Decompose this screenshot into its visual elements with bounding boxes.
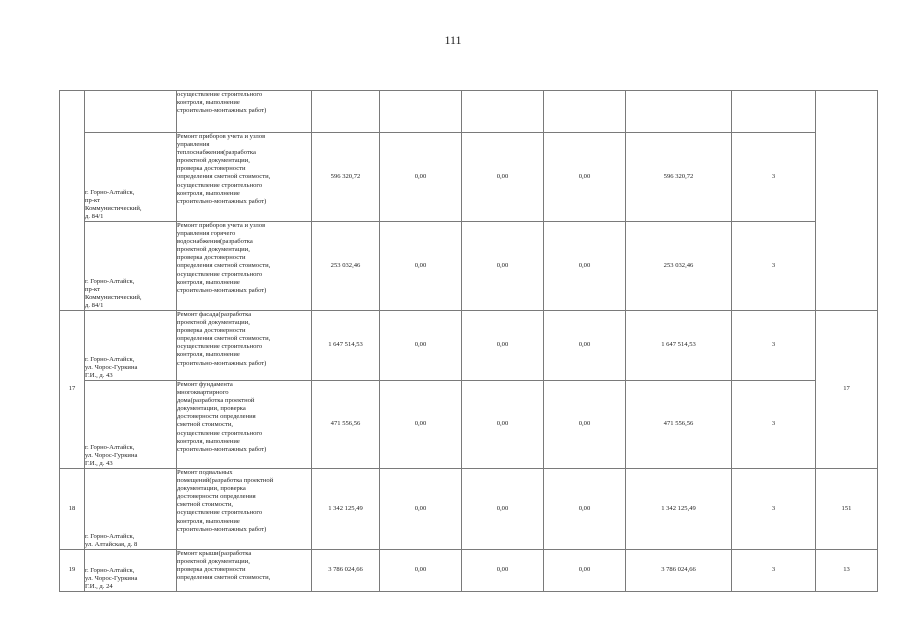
value-cell: 0,00 [462, 550, 544, 592]
total-cell: 151 [816, 469, 878, 550]
address-cell: г. Горно-Алтайск, ул. Чорос-Гуркина Г.И., д. 43 [85, 381, 177, 469]
group-number-cell: 17 [60, 311, 85, 469]
value-cell: 0,00 [462, 133, 544, 222]
table-row [60, 469, 878, 550]
value-cell [462, 91, 544, 133]
address-cell: г. Горно-Алтайск, пр-кт Коммунистический, д. 84/1 [85, 222, 177, 311]
total-cell: 17 [816, 311, 878, 469]
value-cell: 1 647 514,53 [312, 311, 380, 381]
value-cell: 1 647 514,53 [626, 311, 732, 381]
term-cell: 3 [732, 311, 816, 381]
total-cell: 13 [816, 550, 878, 592]
term-cell: 3 [732, 381, 816, 469]
term-cell: 3 [732, 133, 816, 222]
value-cell [626, 91, 732, 133]
value-cell: 0,00 [462, 469, 544, 550]
total-cell [816, 91, 878, 311]
table-row [60, 550, 878, 592]
value-cell: 0,00 [544, 550, 626, 592]
value-cell: 0,00 [380, 222, 462, 311]
term-cell: 3 [732, 222, 816, 311]
value-cell: 596 320,72 [312, 133, 380, 222]
value-cell: 1 342 125,49 [626, 469, 732, 550]
value-cell: 0,00 [544, 469, 626, 550]
value-cell: 3 786 024,66 [312, 550, 380, 592]
value-cell: 0,00 [462, 222, 544, 311]
table-row [60, 381, 878, 469]
work-description-cell: Ремонт крыши(разработка проектной документации, проверка достоверности определения сметной стоимости, [177, 550, 312, 592]
term-cell: 3 [732, 469, 816, 550]
value-cell: 0,00 [380, 469, 462, 550]
term-cell: 3 [732, 550, 816, 592]
group-number-cell [60, 91, 85, 311]
table-row [60, 222, 878, 311]
table-row [60, 311, 878, 381]
value-cell: 253 032,46 [626, 222, 732, 311]
work-description-cell: Ремонт подвальных помещений(разработка проектной документации, проверка достоверности определения сметной стоимости, осуществление строительного контроля, выполнение строительно-монтажных работ) [177, 469, 312, 550]
value-cell: 0,00 [380, 133, 462, 222]
address-cell: г. Горно-Алтайск, ул. Чорос-Гуркина Г.И., д. 24 [85, 550, 177, 592]
value-cell: 0,00 [544, 311, 626, 381]
value-cell: 3 786 024,66 [626, 550, 732, 592]
address-cell [85, 91, 177, 133]
value-cell: 0,00 [380, 311, 462, 381]
value-cell [312, 91, 380, 133]
value-cell [380, 91, 462, 133]
value-cell: 253 032,46 [312, 222, 380, 311]
value-cell: 0,00 [462, 311, 544, 381]
table-row [60, 133, 878, 222]
table-row [60, 91, 878, 133]
value-cell [544, 91, 626, 133]
group-number-cell: 19 [60, 550, 85, 592]
value-cell: 0,00 [380, 550, 462, 592]
term-cell [732, 91, 816, 133]
address-cell: г. Горно-Алтайск, ул. Чорос-Гуркина Г.И., д. 43 [85, 311, 177, 381]
value-cell: 471 556,56 [626, 381, 732, 469]
value-cell: 1 342 125,49 [312, 469, 380, 550]
work-description-cell: осуществление строительного контроля, выполнение строительно-монтажных работ) [177, 91, 312, 133]
value-cell: 0,00 [380, 381, 462, 469]
address-cell: г. Горно-Алтайск, пр-кт Коммунистический, д. 84/1 [85, 133, 177, 222]
group-number-cell: 18 [60, 469, 85, 550]
address-cell: г. Горно-Алтайск, ул. Алтайская, д. 8 [85, 469, 177, 550]
work-description-cell: Ремонт приборов учета и узлов управления теплоснабжения(разработка проектной документации, проверка достоверности определения сметной стоимости, осуществление строительного контроля, выполнение строительно-монтажных работ) [177, 133, 312, 222]
work-plan-table [59, 90, 878, 592]
work-description-cell: Ремонт фундамента многоквартирного дома(разработка проектной документации, проверка достоверности определения сметной стоимости, осуществление строительного контроля, выполнение строительно-монтажных работ) [177, 381, 312, 469]
value-cell: 0,00 [544, 381, 626, 469]
work-description-cell: Ремонт фасада(разработка проектной документации, проверка достоверности определения сметной стоимости, осуществление строительного контроля, выполнение строительно-монтажных работ) [177, 311, 312, 381]
value-cell: 596 320,72 [626, 133, 732, 222]
value-cell: 471 556,56 [312, 381, 380, 469]
work-description-cell: Ремонт приборов учета и узлов управления горячего водоснабжения(разработка проектной документации, проверка достоверности определения сметной стоимости, осуществление строительного контроля, выполнение строительно-монтажных работ) [177, 222, 312, 311]
page-number: 111 [444, 33, 462, 47]
value-cell: 0,00 [544, 133, 626, 222]
value-cell: 0,00 [462, 381, 544, 469]
value-cell: 0,00 [544, 222, 626, 311]
